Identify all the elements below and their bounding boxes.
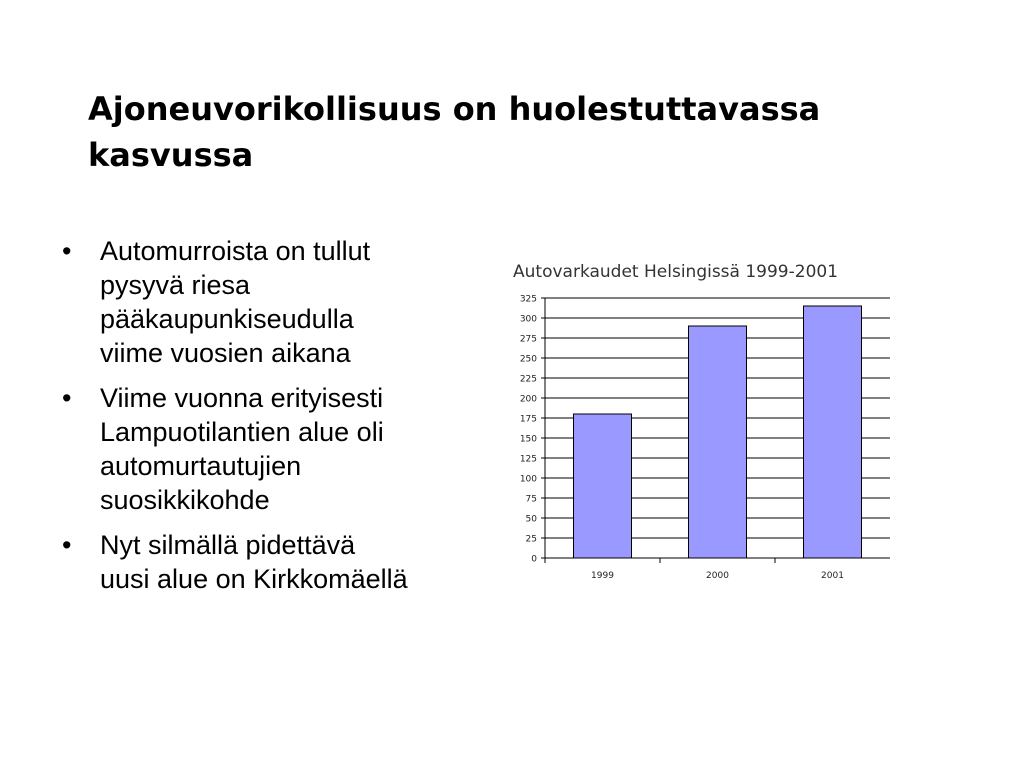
y-tick-label: 125 bbox=[519, 454, 537, 465]
bullet-line: automurtautujien bbox=[100, 451, 302, 481]
bullet-item bbox=[60, 381, 500, 517]
bullet-dot-icon: • bbox=[62, 383, 72, 413]
bullet-line: uusi alue on Kirkkomäellä bbox=[100, 564, 408, 594]
chart-bars bbox=[574, 306, 862, 558]
y-tick-label: 100 bbox=[519, 474, 537, 485]
y-tick-label: 275 bbox=[519, 334, 537, 345]
x-tick-label: 2001 bbox=[821, 571, 844, 581]
bullet-item bbox=[60, 234, 500, 370]
bullet-dot-icon: • bbox=[62, 236, 72, 266]
bullet-line: Viime vuonna erityisesti bbox=[100, 383, 384, 413]
y-tick-label: 200 bbox=[519, 394, 537, 405]
bullet-line: Lampuotilantien alue oli bbox=[100, 417, 384, 447]
bullet-line: viime vuosien aikana bbox=[100, 338, 351, 368]
bar-chart bbox=[505, 255, 905, 595]
y-tick-label: 225 bbox=[519, 374, 537, 385]
y-tick-label: 50 bbox=[525, 514, 537, 525]
bar-1999 bbox=[574, 414, 632, 558]
bullet-line: suosikkikohde bbox=[100, 485, 270, 515]
y-tick-label: 300 bbox=[519, 314, 537, 325]
bullet-dot-icon: • bbox=[62, 530, 72, 560]
slide-title bbox=[88, 86, 968, 178]
x-tick-label: 1999 bbox=[591, 571, 614, 581]
bullet-line: pääkaupunkiseudulla bbox=[100, 304, 354, 334]
bullet-line: pysyvä riesa bbox=[100, 270, 251, 300]
title-line-1: Ajoneuvorikollisuus on huolestuttavassa bbox=[88, 90, 821, 128]
chart-canvas bbox=[505, 255, 905, 595]
y-tick-label: 25 bbox=[525, 534, 537, 545]
chart-title: Autovarkaudet Helsingissä 1999-2001 bbox=[513, 262, 839, 282]
title-line-2: kasvussa bbox=[88, 136, 254, 174]
chart-x-tick-labels bbox=[591, 571, 844, 581]
y-tick-label: 325 bbox=[519, 294, 537, 305]
bullet-item bbox=[60, 528, 500, 596]
y-tick-label: 175 bbox=[519, 414, 537, 425]
bar-2001 bbox=[804, 306, 862, 558]
chart-y-tick-labels bbox=[520, 295, 537, 565]
y-tick-label: 250 bbox=[519, 354, 537, 365]
bullet-list bbox=[60, 234, 500, 607]
y-tick-label: 150 bbox=[519, 434, 537, 445]
bullet-line: Nyt silmällä pidettävä bbox=[100, 530, 356, 560]
y-tick-label: 75 bbox=[525, 494, 537, 505]
bar-2000 bbox=[689, 326, 747, 558]
y-tick-label: 0 bbox=[531, 554, 537, 565]
x-tick-label: 2000 bbox=[706, 571, 729, 581]
bullet-line: Automurroista on tullut bbox=[100, 236, 371, 266]
